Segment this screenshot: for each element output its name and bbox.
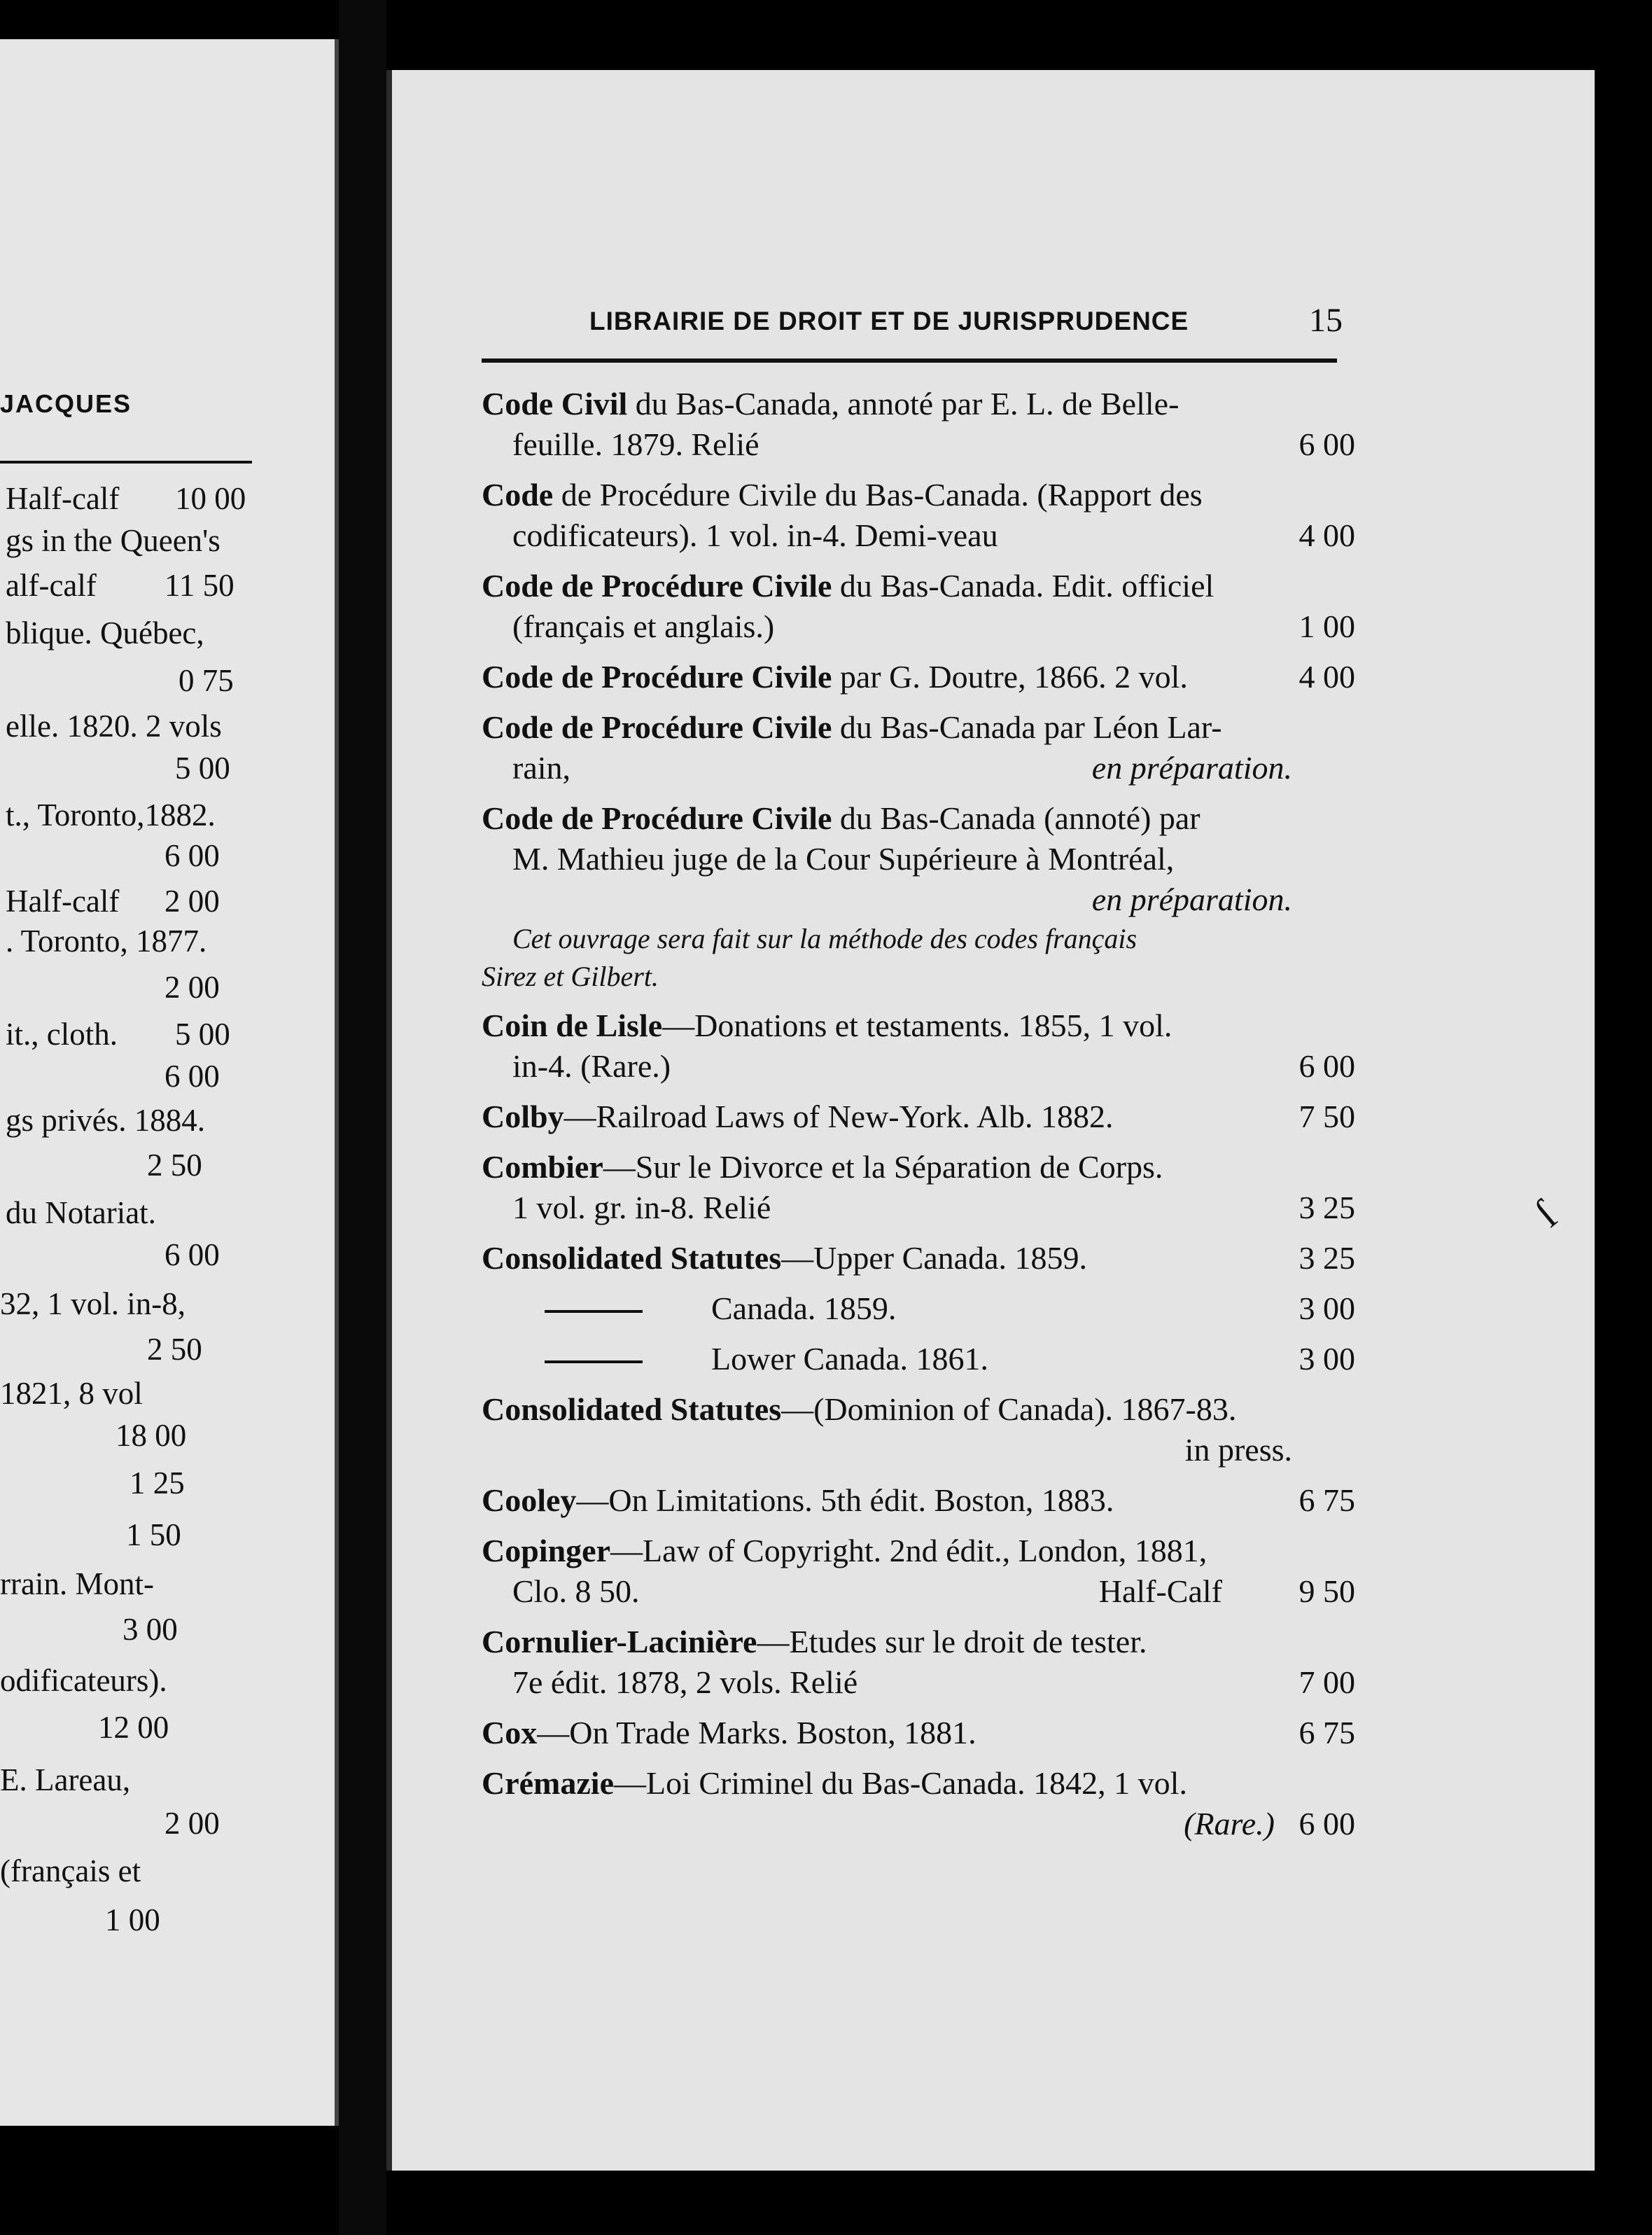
- entry-text: —On Trade Marks. Boston, 1881.: [537, 1715, 976, 1750]
- entry-text: (français et anglais.): [512, 608, 775, 644]
- left-line-text: rrain. Mont-: [0, 1566, 154, 1601]
- entry-heading: Code Civil: [482, 386, 628, 422]
- left-line-amount: 2 50: [147, 1332, 202, 1367]
- entry-price: 7 00: [1298, 1664, 1355, 1700]
- entry-line: [482, 1005, 1355, 1046]
- entry-heading: Code de Procédure Civile: [482, 800, 832, 836]
- entry-line: [482, 748, 1355, 788]
- left-line-amount: 0 75: [178, 663, 234, 698]
- left-line-text: 1821, 8 vol: [0, 1376, 143, 1411]
- entry-text: 1 vol. gr. in-8. Relié: [512, 1190, 771, 1225]
- entry-text: feuille. 1879. Relié: [512, 426, 760, 462]
- left-running-head: JACQUES: [0, 389, 132, 418]
- entry-line: [482, 475, 1355, 515]
- left-head-rule: [0, 461, 252, 464]
- ditto-dash: [545, 1310, 643, 1313]
- entry-note: (Rare.): [1184, 1806, 1275, 1841]
- catalogue-entry: [482, 1288, 1355, 1329]
- entry-line: [482, 1147, 1355, 1188]
- entry-heading: Crémazie: [482, 1765, 614, 1801]
- left-line-text: du Notariat.: [6, 1195, 156, 1230]
- margin-mark: ſ: [1526, 1192, 1565, 1236]
- entry-text: rain,: [512, 750, 571, 786]
- catalogue-entry: [482, 1389, 1355, 1470]
- ditto-dash: [545, 1360, 643, 1363]
- entry-heading: Combier: [482, 1149, 603, 1185]
- left-line-amount: 6 00: [164, 838, 220, 873]
- left-line-text: gs privés. 1884.: [6, 1103, 205, 1138]
- entry-price: 3 00: [1298, 1341, 1355, 1377]
- left-line-amount: 11 50: [164, 568, 234, 603]
- entry-note: en préparation.: [1091, 882, 1292, 917]
- entry-remark: Cet ouvrage sera fait sur la méthode des codes français: [512, 923, 1138, 954]
- left-line-amount: 5 00: [175, 751, 230, 786]
- entry-line: [482, 1339, 1355, 1379]
- catalogue-entry: [482, 1480, 1355, 1521]
- head-rule: [482, 358, 1337, 363]
- left-line-text: blique. Québec,: [6, 615, 204, 650]
- entry-line: [482, 1288, 1355, 1329]
- entry-text: Lower Canada. 1861.: [711, 1341, 988, 1377]
- catalogue-entry: [482, 798, 1355, 996]
- left-line-text: E. Lareau,: [0, 1762, 131, 1797]
- catalogue-entry: [482, 1713, 1355, 1753]
- entry-text: de Procédure Civile du Bas-Canada. (Rapport des: [553, 477, 1203, 513]
- entry-note: Half-Calf: [1098, 1573, 1222, 1609]
- entry-line: [482, 657, 1355, 697]
- left-line-amount: 2 00: [164, 970, 220, 1005]
- entry-price: 4 00: [1298, 517, 1355, 553]
- catalogue-entry: [482, 384, 1355, 465]
- entry-line: [482, 1713, 1355, 1753]
- entry-text: in-4. (Rare.): [512, 1048, 671, 1084]
- entry-line: [482, 798, 1355, 839]
- entry-remark: Sirez et Gilbert.: [482, 961, 659, 992]
- entry-line: [482, 515, 1355, 556]
- entry-price: 6 75: [1298, 1715, 1355, 1750]
- left-line-text: gs in the Queen's: [6, 523, 220, 558]
- left-line-text: odificateurs).: [0, 1663, 167, 1698]
- entry-line: [482, 1238, 1355, 1279]
- entry-line: [482, 839, 1355, 879]
- entry-heading: Cox: [482, 1715, 538, 1750]
- left-line-text: 32, 1 vol. in-8,: [0, 1286, 186, 1321]
- entry-text: Canada. 1859.: [711, 1290, 897, 1326]
- left-line-amount: 10 00: [175, 481, 246, 516]
- entry-price: 6 00: [1298, 1048, 1355, 1084]
- catalogue-entry: [482, 657, 1355, 697]
- left-line-amount: 6 00: [164, 1059, 220, 1094]
- entry-line: [482, 1480, 1355, 1521]
- catalogue-entry: [482, 1096, 1355, 1137]
- left-line-text: t., Toronto,1882.: [6, 798, 216, 833]
- left-line-amount: 1 00: [105, 1902, 160, 1937]
- entry-price: 3 25: [1298, 1190, 1355, 1225]
- entry-price: 6 00: [1298, 1806, 1355, 1841]
- entry-text: par G. Doutre, 1866. 2 vol.: [832, 659, 1188, 695]
- entry-price: 3 00: [1298, 1290, 1355, 1326]
- entry-text: —Loi Criminel du Bas-Canada. 1842, 1 vol.: [614, 1765, 1187, 1801]
- catalogue-entry: [482, 475, 1355, 556]
- catalogue-entry: [482, 1005, 1355, 1087]
- left-line-amount: 1 25: [130, 1465, 185, 1501]
- entry-line: [482, 606, 1355, 647]
- entry-price: 4 00: [1298, 659, 1355, 695]
- entry-line: [482, 1622, 1355, 1662]
- entry-text: —Etudes sur le droit de tester.: [757, 1624, 1147, 1659]
- entry-text: —On Limitations. 5th édit. Boston, 1883.: [576, 1482, 1114, 1518]
- book-gutter: [339, 0, 386, 2235]
- page-number: 15: [1309, 302, 1343, 339]
- left-line-text: . Toronto, 1877.: [6, 924, 207, 959]
- entry-line: [482, 1096, 1355, 1137]
- entry-line: [482, 1531, 1355, 1571]
- left-line-amount: 3 00: [122, 1612, 178, 1647]
- entry-price: 1 00: [1298, 608, 1355, 644]
- left-line-amount: 2 00: [164, 1806, 220, 1841]
- entry-line: [482, 1763, 1355, 1804]
- entry-price: 3 25: [1298, 1240, 1355, 1276]
- entry-line: [482, 1430, 1355, 1470]
- entry-text: 7e édit. 1878, 2 vols. Relié: [512, 1664, 858, 1700]
- entry-note: en préparation.: [1091, 750, 1292, 786]
- entry-price: 6 75: [1298, 1482, 1355, 1518]
- left-line-text: (français et: [0, 1853, 141, 1888]
- left-page-fragment: [0, 39, 339, 2126]
- entry-text: —Upper Canada. 1859.: [781, 1240, 1087, 1276]
- left-line-amount: 18 00: [115, 1418, 187, 1453]
- entry-heading: Code de Procédure Civile: [482, 568, 832, 604]
- entry-line: [482, 1188, 1355, 1228]
- entry-line: [482, 566, 1355, 606]
- left-line-text: Half-calf: [6, 884, 120, 919]
- left-line-amount: 6 00: [164, 1237, 220, 1272]
- entry-line: [482, 1662, 1355, 1703]
- entry-text: —Sur le Divorce et la Séparation de Corps.: [603, 1149, 1163, 1185]
- entry-heading: Consolidated Statutes: [482, 1391, 782, 1427]
- catalogue-entry: [482, 1763, 1355, 1844]
- entry-line: [482, 424, 1355, 465]
- catalogue-entry: [482, 1531, 1355, 1612]
- entry-heading: Consolidated Statutes: [482, 1240, 782, 1276]
- left-line-text: Half-calf: [6, 481, 120, 516]
- entry-line: [482, 1571, 1355, 1612]
- left-line-amount: 2 00: [164, 884, 220, 919]
- catalogue-entries: [482, 384, 1355, 1854]
- catalogue-entry: [482, 566, 1355, 647]
- entry-line: [482, 384, 1355, 424]
- entry-heading: Cornulier-Lacinière: [482, 1624, 757, 1659]
- running-head: [392, 301, 1595, 350]
- catalogue-entry: [482, 1339, 1355, 1379]
- right-page: [386, 70, 1595, 2171]
- entry-line: [482, 879, 1355, 920]
- entry-price: 7 50: [1298, 1099, 1355, 1134]
- entry-text: —Railroad Laws of New-York. Alb. 1882.: [564, 1099, 1114, 1134]
- entry-text: du Bas-Canada, annoté par E. L. de Belle-: [627, 386, 1180, 422]
- entry-price: 9 50: [1298, 1573, 1355, 1609]
- entry-text: —(Dominion of Canada). 1867-83.: [781, 1391, 1237, 1427]
- entry-heading: Copinger: [482, 1533, 610, 1568]
- left-line-amount: 2 50: [147, 1148, 202, 1183]
- entry-text: —Donations et testaments. 1855, 1 vol.: [662, 1008, 1172, 1043]
- left-line-text: alf-calf: [6, 568, 97, 603]
- left-line-text: it., cloth.: [6, 1017, 118, 1052]
- entry-text: du Bas-Canada (annoté) par: [832, 800, 1200, 836]
- entry-heading: Code de Procédure Civile: [482, 659, 832, 695]
- entry-heading: Code de Procédure Civile: [482, 709, 832, 745]
- entry-text: M. Mathieu juge de la Cour Supérieure à Montréal,: [512, 841, 1175, 877]
- entry-price: 6 00: [1298, 426, 1355, 462]
- entry-text: codificateurs). 1 vol. in-4. Demi-veau: [512, 517, 998, 553]
- left-line-amount: 1 50: [126, 1517, 181, 1552]
- catalogue-entry: [482, 1622, 1355, 1703]
- entry-heading: Coin de Lisle: [482, 1008, 663, 1043]
- entry-heading: Colby: [482, 1099, 564, 1134]
- entry-note: in press.: [1184, 1432, 1292, 1468]
- entry-text: Clo. 8 50.: [512, 1573, 640, 1609]
- entry-line: [482, 707, 1355, 748]
- entry-line: [482, 1389, 1355, 1430]
- catalogue-entry: [482, 707, 1355, 788]
- left-line-amount: 12 00: [98, 1710, 169, 1745]
- left-line-text: elle. 1820. 2 vols: [6, 709, 222, 744]
- running-title: LIBRAIRIE DE DROIT ET DE JURISPRUDENCE: [589, 307, 1189, 335]
- entry-text: du Bas-Canada par Léon Lar-: [832, 709, 1222, 745]
- entry-line: [482, 1046, 1355, 1087]
- left-line-amount: 5 00: [175, 1017, 230, 1052]
- catalogue-entry: [482, 1147, 1355, 1228]
- entry-text: —Law of Copyright. 2nd édit., London, 1881,: [610, 1533, 1208, 1568]
- entry-heading: Cooley: [482, 1482, 577, 1518]
- catalogue-entry: [482, 1238, 1355, 1279]
- entry-line: [482, 1804, 1355, 1844]
- entry-heading: Code: [482, 477, 554, 513]
- entry-text: du Bas-Canada. Edit. officiel: [832, 568, 1214, 604]
